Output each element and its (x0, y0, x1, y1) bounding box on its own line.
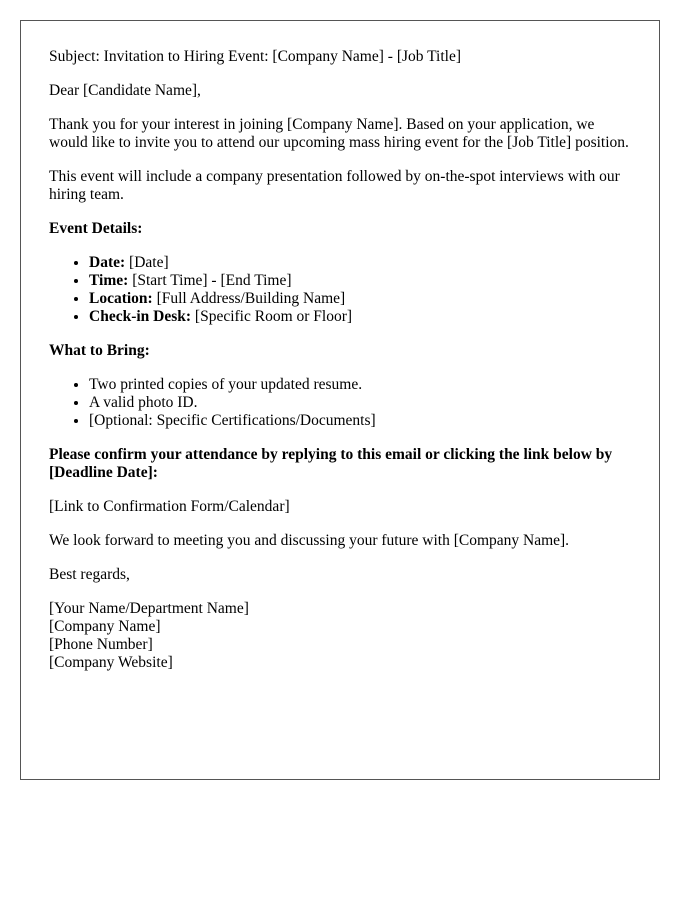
what-to-bring-heading: What to Bring: (49, 342, 150, 359)
event-paragraph: This event will include a company presentation followed by on-the-spot interviews with our hiring team. (49, 168, 620, 203)
greeting: Dear [Candidate Name], (49, 82, 201, 99)
event-detail-time (89, 272, 631, 290)
signature-website: [Company Website] (49, 654, 173, 671)
confirm-request: Please confirm your attendance by replying to this email or clicking the link below by [Deadline Date]: (49, 446, 613, 481)
event-detail-location (89, 290, 631, 308)
intro-paragraph: Thank you for your interest in joining [Company Name]. Based on your application, we would like to invite you to attend our upcoming mass hiring event for the [Job Title] position. (49, 116, 629, 151)
bring-item: • A valid photo ID. (89, 394, 631, 412)
event-detail-date (89, 254, 631, 272)
event-detail-label: Check-in Desk: (89, 308, 192, 325)
event-details-heading: Event Details: (49, 220, 143, 237)
event-detail-label: Time: (89, 272, 129, 289)
event-detail-value: [Start Time] - [End Time] (132, 272, 292, 289)
subject-line: Subject: Invitation to Hiring Event: [Company Name] - [Job Title] (49, 48, 461, 65)
sign-off: Best regards, (49, 566, 130, 583)
letter-container (20, 20, 660, 780)
signature-name: [Your Name/Department Name] (49, 600, 249, 617)
signature-block (49, 600, 631, 672)
signature-company: [Company Name] (49, 618, 161, 635)
bring-item: • [Optional: Specific Certifications/Documents] (89, 412, 631, 430)
event-detail-value: [Specific Room or Floor] (194, 308, 353, 325)
bring-item: • Two printed copies of your updated resume. (89, 376, 631, 394)
signature-phone: [Phone Number] (49, 636, 153, 653)
event-detail-value: [Date] (129, 254, 169, 271)
event-detail-checkin (89, 308, 631, 326)
confirmation-link: [Link to Confirmation Form/Calendar] (49, 498, 290, 515)
event-detail-label: Location: (89, 290, 153, 307)
what-to-bring-list (49, 376, 631, 430)
event-detail-value: [Full Address/Building Name] (156, 290, 346, 307)
event-detail-label: Date: (89, 254, 126, 271)
closing-paragraph: We look forward to meeting you and discussing your future with [Company Name]. (49, 532, 570, 549)
event-details-list (49, 254, 631, 326)
